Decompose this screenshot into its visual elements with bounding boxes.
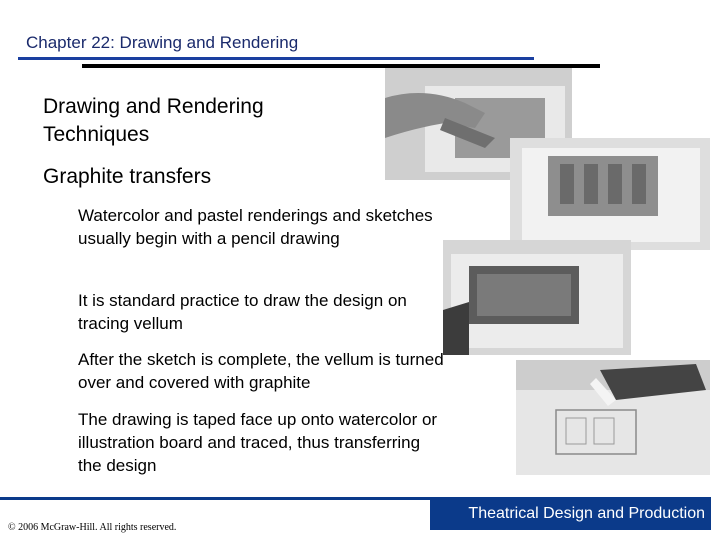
bullet-1: Watercolor and pastel renderings and sketches usually begin with a pencil drawing	[78, 206, 433, 248]
photo-vellum-sketch	[510, 138, 710, 250]
slide-subheading: Graphite transfers	[43, 165, 212, 188]
bullet-2: It is standard practice to draw the design on tracing vellum	[78, 291, 407, 333]
photo-graphite-back	[443, 240, 631, 355]
photo-tracing-transfer	[516, 360, 710, 475]
footer-book-title: Theatrical Design and Production	[430, 500, 711, 530]
title-rule-blue	[18, 57, 534, 60]
bullet-4: The drawing is taped face up onto watercolor or illustration board and traced, thus transferring the design	[78, 410, 438, 475]
copyright-notice: © 2006 McGraw-Hill. All rights reserved.	[8, 522, 177, 533]
bullet-3: After the sketch is complete, the vellum is turned over and covered with graphite	[78, 350, 444, 392]
slide-heading: Drawing and Rendering Techniques	[43, 95, 264, 146]
chapter-title: Chapter 22: Drawing and Rendering	[26, 33, 299, 52]
